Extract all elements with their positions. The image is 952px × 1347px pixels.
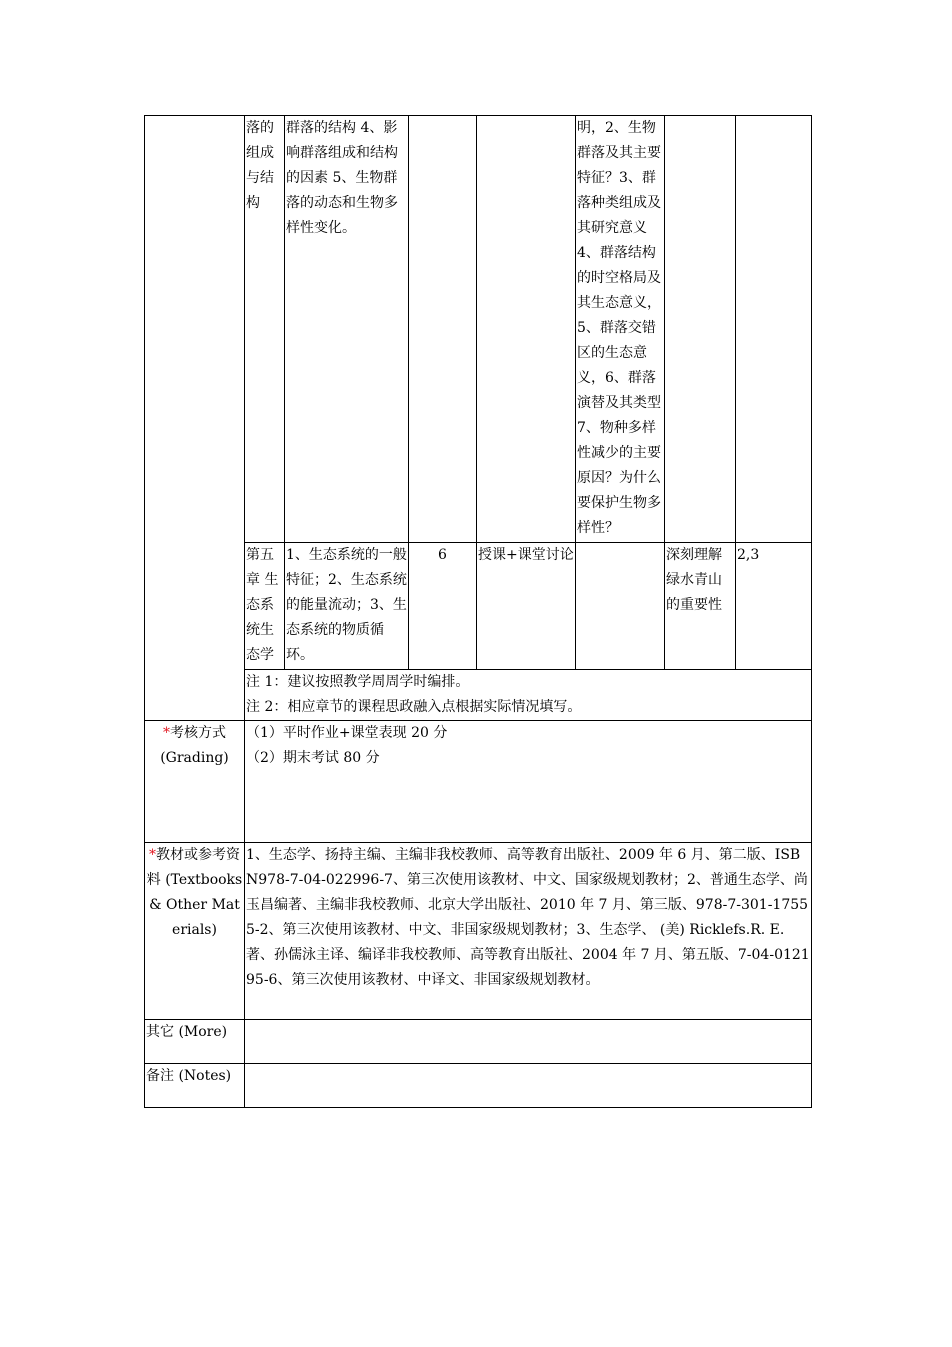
question-line: 7、物种多样 [577,420,656,436]
chapter-content: 1、生态系统的一般特征；2、生态系统的能量流动；3、生态系统的物质循环。 [286,547,407,663]
question-line: 群落及其主要 [577,145,661,161]
grading-content-cell [245,721,812,843]
notes-cell [245,670,812,721]
hours-cell [409,543,477,670]
textbooks-content: 1、生态学、扬持主编、主编非我校教师、高等教育出版社、2009 年 6 月、第二版、ISBN978-7-04-022996-7、第三次使用该教材、中文、国家级规划教材；2、普通生态学、尚玉昌编著、主编非我校教师、北京大学出版社、2010 年 7 月、第三版、978-7-301-17555-2、第三次使用该教材、中文、非国家级规划教材；3、生态学、 (美) Ricklefs.R. E.著、孙儒泳主译、编译非我校教师、高等教育出版社、2004 年 7 月、第五版、7-04-012195-6、第三次使用该教材、中译文、非国家级规划教材。 [246,847,810,988]
question-line: 样性？ [577,520,619,536]
chapter-content: 群落的结构 4、影响群落组成和结构的因素 5、生物群落的动态和生物多样性变化。 [286,120,398,236]
textbooks-label: 教材或参考资料 (Textbooks & Other Materials) [146,847,243,938]
content-cell [285,116,409,543]
questions-cell [576,116,665,543]
question-line: 特征？3、群 [577,170,656,186]
remarks-label: 备注 (Notes) [146,1068,232,1084]
remarks-row [145,1064,812,1108]
question-line: 其研究意义 [577,220,647,236]
section-label-cell [145,116,245,721]
question-line: 其生态意义， [577,295,661,311]
method-cell [477,543,576,670]
chapter-title: 落的组成与结构 [246,120,274,211]
textbooks-content-cell [245,843,812,1020]
syllabus-table [144,115,812,1108]
notes-row [145,670,812,721]
more-row [145,1020,812,1064]
question-line: 4、群落结构 [577,245,656,261]
questions-cell [576,543,665,670]
objectives-cell [736,543,812,670]
question-line: 的时空格局及 [577,270,661,286]
hours-cell [409,116,477,543]
chapter-title: 第五章 生态系统生态学 [246,547,279,663]
hours-value: 6 [438,547,447,563]
chapter-cell [245,116,285,543]
content-cell [285,543,409,670]
question-line: 5、群落交错 [577,320,656,336]
chapter-cell [245,543,285,670]
objectives-value: 2,3 [737,547,760,563]
question-line: 性减少的主要 [577,445,661,461]
required-star: * [163,725,170,741]
grading-item: （1）平时作业+课堂表现 20 分 [246,725,448,741]
question-line: 明，2、生物 [577,120,656,136]
note-2: 注 2：相应章节的课程思政融入点根据实际情况填写。 [246,699,582,715]
objectives-cell [736,116,812,543]
chapter5-row [145,543,812,670]
teaching-method: 授课+课堂讨论 [478,547,574,563]
remarks-label-cell [145,1064,245,1108]
question-line: 区的生态意 [577,345,647,361]
more-label: 其它 (More) [146,1024,228,1040]
question-line: 落种类组成及 [577,195,661,211]
grading-item: （2）期末考试 80 分 [246,750,380,766]
remarks-content-cell [245,1064,812,1108]
grading-label-cell [145,721,245,843]
question-line: 义，6、群落 [577,370,656,386]
textbooks-label-cell [145,843,245,1020]
required-star: * [149,847,156,863]
method-cell [477,116,576,543]
note-1: 注 1：建议按照教学周周学时编排。 [246,674,470,690]
more-label-cell [145,1020,245,1064]
question-line: 原因？为什么 [577,470,661,486]
more-content-cell [245,1020,812,1064]
question-line: 要保护生物多 [577,495,661,511]
question-line: 演替及其类型 [577,395,661,411]
grading-label: 考核方式 [170,725,226,741]
ideology-cell [665,116,736,543]
ideology-point: 深刻理解绿水青山的重要性 [666,547,722,613]
ideology-cell [665,543,736,670]
grading-row [145,721,812,843]
community-chapter-row [145,116,812,543]
textbooks-row [145,843,812,1020]
grading-label-en: (Grading) [160,750,229,766]
